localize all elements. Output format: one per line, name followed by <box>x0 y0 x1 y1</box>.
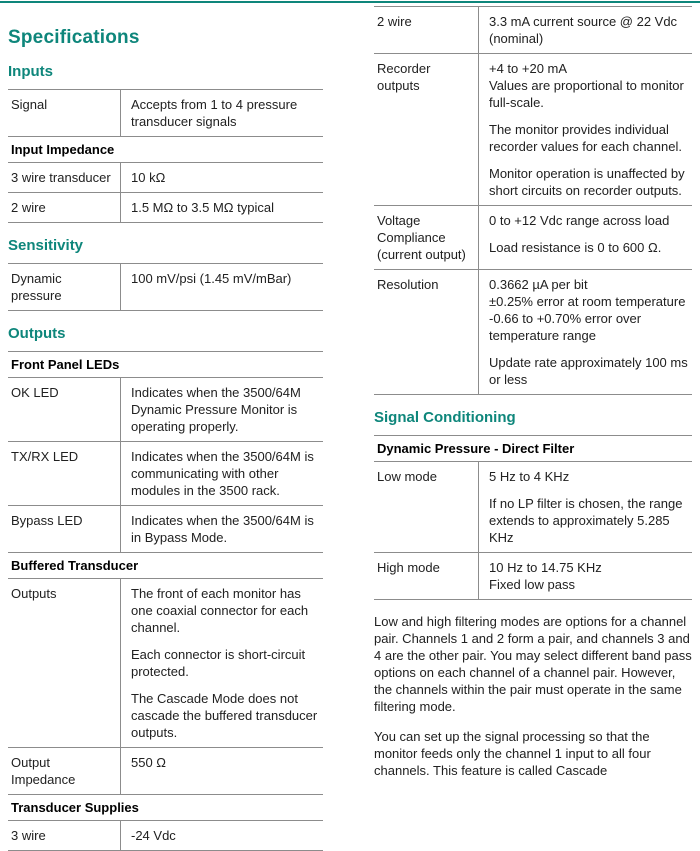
table-row <box>8 378 323 442</box>
value-paragraph: The monitor provides individual recorder values for each channel. <box>489 122 682 154</box>
value-line: Values are proportional to monitor full-scale. <box>489 78 684 110</box>
row-value: 10 kΩ <box>120 163 323 192</box>
table-row <box>8 442 323 506</box>
row-label: Dynamic pressure <box>11 271 62 303</box>
table-subheader-transducer-supplies: Transducer Supplies <box>8 795 323 821</box>
value-paragraph: Monitor operation is unaffected by short circuits on recorder outputs. <box>489 166 685 198</box>
row-value: Indicates when the 3500/64M is in Bypass Mode. <box>120 506 323 552</box>
section-heading-signal-conditioning: Signal Conditioning <box>374 409 516 426</box>
table-row <box>374 7 692 54</box>
row-value: -24 Vdc <box>120 821 323 850</box>
row-label: 3 wire transducer <box>11 170 111 185</box>
sensitivity-table <box>8 263 323 311</box>
row-label: Recorder outputs <box>377 61 431 93</box>
row-label: Signal <box>11 97 48 112</box>
right-column <box>374 3 692 779</box>
outputs-table <box>8 351 323 851</box>
filtering-modes-note: Low and high filtering modes are options for a channel pair. Channels 1 and 2 form a pair, and channels 3 and 4 are the other pair. You may select different band pass options on each channel of a channel pair. However, the channels within the pair must operate in the same filtering mode. <box>374 614 692 714</box>
value-line: 0.3662 µA per bit <box>489 277 588 292</box>
row-value: Accepts from 1 to 4 pressure transducer signals <box>120 90 323 136</box>
table-row <box>8 264 323 311</box>
row-value: Indicates when the 3500/64M Dynamic Pressure Monitor is operating properly. <box>120 378 323 441</box>
value-paragraph: Load resistance is 0 to 600 Ω. <box>489 240 662 255</box>
row-value <box>120 579 323 747</box>
table-row <box>8 193 323 223</box>
table-subheader-input-impedance: Input Impedance <box>8 137 323 163</box>
signal-conditioning-table <box>374 435 692 600</box>
row-value <box>478 54 692 205</box>
row-value: 3.3 mA current source @ 22 Vdc (nominal) <box>478 7 692 53</box>
value-line: 10 Hz to 14.75 KHz <box>489 560 602 575</box>
value-paragraph: 5 Hz to 4 KHz <box>489 469 570 484</box>
two-column-layout <box>0 3 700 851</box>
row-label: 2 wire <box>377 14 412 29</box>
row-value <box>478 462 692 552</box>
value-paragraph: Update rate approximately 100 ms or less <box>489 355 688 387</box>
table-row <box>8 821 323 851</box>
row-value: Indicates when the 3500/64M is communicating with other modules in the 3500 rack. <box>120 442 323 505</box>
table-row <box>374 54 692 206</box>
section-heading-outputs: Outputs <box>8 325 66 342</box>
row-label: Voltage Compliance (current output) <box>377 213 466 262</box>
table-row <box>374 206 692 270</box>
value-paragraph <box>489 276 688 344</box>
row-value <box>478 553 692 599</box>
table-row <box>8 579 323 748</box>
inputs-table <box>8 89 323 223</box>
row-label: Low mode <box>377 469 437 484</box>
row-label: OK LED <box>11 385 59 400</box>
cascade-note: You can set up the signal processing so that the monitor feeds only the channel 1 input to all four channels. This feature is called Cascade <box>374 729 651 778</box>
row-value: 100 mV/psi (1.45 mV/mBar) <box>120 264 323 310</box>
row-label: Bypass LED <box>11 513 83 528</box>
row-value <box>478 206 692 269</box>
row-value: 550 Ω <box>120 748 323 794</box>
table-row <box>374 553 692 600</box>
value-paragraph <box>489 60 688 111</box>
table-row <box>8 748 323 795</box>
row-label: 2 wire <box>11 200 46 215</box>
table-row <box>374 270 692 395</box>
row-value: 1.5 MΩ to 3.5 MΩ typical <box>120 193 323 222</box>
row-label: Resolution <box>377 277 439 292</box>
page-title: Specifications <box>8 27 140 48</box>
value-paragraph: 0 to +12 Vdc range across load <box>489 213 670 228</box>
value-paragraph <box>489 559 688 593</box>
value-paragraph: If no LP filter is chosen, the range extends to approximately 5.285 KHz <box>489 496 683 545</box>
value-line: -0.66 to +0.70% error over temperature range <box>489 311 642 343</box>
row-label: 3 wire <box>11 828 46 843</box>
row-value <box>478 270 692 394</box>
table-row <box>8 506 323 553</box>
row-label: High mode <box>377 560 440 575</box>
table-row <box>374 462 692 553</box>
table-subheader-front-panel-leds: Front Panel LEDs <box>8 352 323 378</box>
value-paragraph: The Cascade Mode does not cascade the buffered transducer outputs. <box>131 691 318 740</box>
table-row <box>8 90 323 137</box>
row-label: Output Impedance <box>11 755 76 787</box>
table-subheader-buffered-transducer: Buffered Transducer <box>8 553 323 579</box>
value-paragraph: Each connector is short-circuit protected. <box>131 647 306 679</box>
table-subheader-direct-filter: Dynamic Pressure - Direct Filter <box>374 436 692 462</box>
value-line: Fixed low pass <box>489 577 575 592</box>
table-row <box>8 163 323 193</box>
row-label: Outputs <box>11 586 57 601</box>
value-line: +4 to +20 mA <box>489 61 568 76</box>
left-column <box>8 3 323 851</box>
value-line: ±0.25% error at room temperature <box>489 294 686 309</box>
value-paragraph: The front of each monitor has one coaxial connector for each channel. <box>131 586 309 635</box>
row-label: TX/RX LED <box>11 449 79 464</box>
section-heading-inputs: Inputs <box>8 63 53 80</box>
supplies-continued-table <box>374 6 692 395</box>
section-heading-sensitivity: Sensitivity <box>8 237 84 254</box>
